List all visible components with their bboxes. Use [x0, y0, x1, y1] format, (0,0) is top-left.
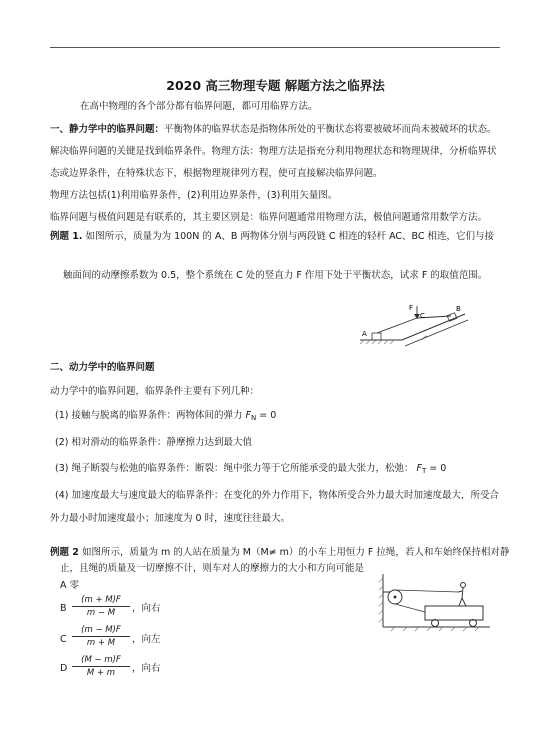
example1-label: 例题 1.	[50, 231, 83, 242]
option-c-label: C	[60, 634, 67, 645]
option-b-numerator: (m + M)F	[81, 595, 121, 605]
section2-heading: 二、动力学中的临界问题	[50, 362, 155, 373]
example2-text1: 如图所示，质量为 m 的人站在质量为 M（M≠ m）的小车上用恒力 F 拉绳，若人和车始终保持相对静	[81, 547, 510, 558]
section1-line5: 临界问题与极值问题是有联系的，其主要区别是：临界问题通常用物理方法，极值问题通常用数学方法。	[50, 212, 488, 223]
section1-line1-text: 平衡物体的临界状态是指物体所处的平衡状态将要被破坏而尚未被破坏的状态。	[164, 124, 497, 135]
option-d-denominator: M + m	[86, 668, 116, 678]
option-c-fraction	[72, 625, 130, 648]
fig1-label-c: C	[420, 312, 425, 320]
section1-line4: 物理方法包括(1)利用临界条件，(2)利用边界条件，(3)利用矢量图。	[50, 190, 338, 201]
intro-text: 在高中物理的各个部分都有临界问题，都可用临界方法。	[80, 101, 318, 112]
fig1-label-f: F	[409, 304, 414, 312]
option-d-label: D	[60, 663, 68, 674]
example2-line1	[50, 547, 509, 559]
section1-line3: 态或边界条件，在特殊状态下，根据物理规律列方程，使可直接解决临界问题。	[50, 168, 383, 179]
header-rule	[50, 47, 500, 48]
option-d-fraction	[72, 655, 130, 678]
section1-line2: 解决临界问题的关键是找到临界条件。物理方法：物理方法是指充分利用物理状态和物理规律，分析临界状	[50, 146, 497, 157]
item1-end: = 0	[259, 410, 277, 421]
item3-text: (3) 绳子断裂与松弛的临界条件：断裂：绳中张力等于它所能承受的最大张力，松弛：	[55, 463, 414, 474]
option-d-numerator: (M − m)F	[81, 655, 121, 665]
section2-intro: 动力学中的临界问题，临界条件主要有下列几种：	[50, 386, 260, 397]
item3-math: F	[416, 463, 422, 474]
example1-line2: 触面间的动摩擦系数为 0.5，整个系统在 C 处的竖直力 F 作用下处于平衡状态，试求 F 的取值范围。	[63, 270, 488, 281]
section1-line1	[50, 124, 497, 136]
item1-text: (1) 接触与脱离的临界条件：两物体间的弹力	[55, 410, 243, 421]
example1-line1	[50, 231, 494, 243]
option-c-denominator: m + M	[86, 638, 116, 648]
example1-figure	[360, 302, 470, 352]
section2-item3	[55, 463, 446, 477]
option-b-label: B	[60, 603, 67, 614]
section2-item4-line2: 外力最小时加速度最小；加速度为 0 时，速度往往最大。	[50, 513, 291, 524]
item1-sub: N	[250, 414, 257, 422]
section2-item1	[55, 410, 276, 424]
option-a: A 零	[60, 580, 80, 591]
item1-math: F	[245, 410, 251, 421]
item3-sub: T	[421, 467, 427, 475]
option-c-direction: ，向左	[132, 634, 161, 645]
example2-line2: 止，且绳的质量及一切摩擦不计，则车对人的摩擦力的大小和方向可能是	[60, 563, 365, 574]
option-c-numerator: (m − M)F	[81, 625, 121, 635]
section1-heading: 一、静力学中的临界问题：	[50, 124, 165, 135]
option-b-denominator: m − M	[86, 608, 116, 618]
section2-item4-line1: (4) 加速度最大与速度最大的临界条件：在变化的外力作用下，物体所受合外力最大时加速度最大，所受合	[55, 490, 499, 501]
section2-item2: (2) 相对滑动的临界条件：静摩擦力达到最大值	[55, 437, 252, 448]
option-d-direction: ，向右	[132, 663, 161, 674]
example2-figure	[375, 572, 495, 632]
page-title: 2020 高三物理专题 解题方法之临界法	[166, 78, 385, 93]
example2-label: 例题 2	[50, 547, 79, 558]
fig1-label-a: A	[362, 330, 367, 338]
item3-end: = 0	[429, 463, 447, 474]
example1-text1: 如图所示，质量为为 100N 的 A、B 两物体分别与两段链 C 相连的轻杆 AC、BC 相连，它们与接	[85, 231, 495, 242]
option-b-fraction	[72, 595, 130, 618]
fig1-label-b: B	[456, 305, 461, 313]
option-b-direction: ，向右	[132, 603, 161, 614]
